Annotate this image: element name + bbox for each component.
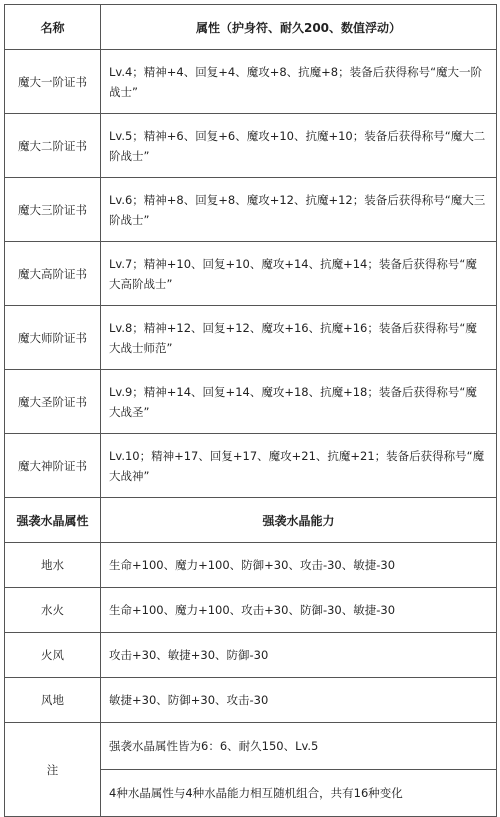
table-row [5, 178, 497, 242]
crystal-ability: 敏捷+30、防御+30、攻击-30 [101, 678, 497, 723]
item-attributes: Lv.6；精神+8、回复+8、魔攻+12、抗魔+12；装备后获得称号“魔大三阶战士” [101, 178, 497, 242]
note-label: 注 [5, 723, 101, 817]
item-attributes-table [4, 4, 497, 817]
table-row [5, 306, 497, 370]
table-row [5, 50, 497, 114]
table-row [5, 633, 497, 678]
crystal-header-row [5, 498, 497, 543]
header-attributes: 属性（护身符、耐久200、数值浮动） [101, 5, 497, 50]
table-row [5, 242, 497, 306]
note-line: 4种水晶属性与4种水晶能力相互随机组合，共有16种变化 [101, 770, 497, 817]
crystal-name: 火风 [5, 633, 101, 678]
table-row [5, 678, 497, 723]
crystal-ability: 生命+100、魔力+100、防御+30、攻击-30、敏捷-30 [101, 543, 497, 588]
crystal-ability: 攻击+30、敏捷+30、防御-30 [101, 633, 497, 678]
item-name: 魔大高阶证书 [5, 242, 101, 306]
table-row [5, 588, 497, 633]
item-attributes: Lv.9；精神+14、回复+14、魔攻+18、抗魔+18；装备后获得称号“魔大战圣” [101, 370, 497, 434]
table-row [5, 114, 497, 178]
table-header-row [5, 5, 497, 50]
item-attributes: Lv.5；精神+6、回复+6、魔攻+10、抗魔+10；装备后获得称号“魔大二阶战士” [101, 114, 497, 178]
item-name: 魔大三阶证书 [5, 178, 101, 242]
header-crystal-attribute: 强袭水晶属性 [5, 498, 101, 543]
item-attributes: Lv.8；精神+12、回复+12、魔攻+16、抗魔+16；装备后获得称号“魔大战士师范” [101, 306, 497, 370]
item-name: 魔大师阶证书 [5, 306, 101, 370]
table-row [5, 370, 497, 434]
item-name: 魔大圣阶证书 [5, 370, 101, 434]
note-line: 强袭水晶属性皆为6：6、耐久150、Lv.5 [101, 723, 497, 770]
item-attributes: Lv.7；精神+10、回复+10、魔攻+14、抗魔+14；装备后获得称号“魔大高阶战士” [101, 242, 497, 306]
item-name: 魔大二阶证书 [5, 114, 101, 178]
crystal-name: 水火 [5, 588, 101, 633]
header-crystal-ability: 强袭水晶能力 [101, 498, 497, 543]
crystal-name: 地水 [5, 543, 101, 588]
crystal-name: 风地 [5, 678, 101, 723]
item-name: 魔大一阶证书 [5, 50, 101, 114]
note-row [5, 723, 497, 770]
table-row [5, 434, 497, 498]
crystal-ability: 生命+100、魔力+100、攻击+30、防御-30、敏捷-30 [101, 588, 497, 633]
table-row [5, 543, 497, 588]
header-name: 名称 [5, 5, 101, 50]
item-name: 魔大神阶证书 [5, 434, 101, 498]
item-attributes: Lv.4；精神+4、回复+4、魔攻+8、抗魔+8；装备后获得称号“魔大一阶战士” [101, 50, 497, 114]
item-attributes: Lv.10；精神+17、回复+17、魔攻+21、抗魔+21；装备后获得称号“魔大战神” [101, 434, 497, 498]
